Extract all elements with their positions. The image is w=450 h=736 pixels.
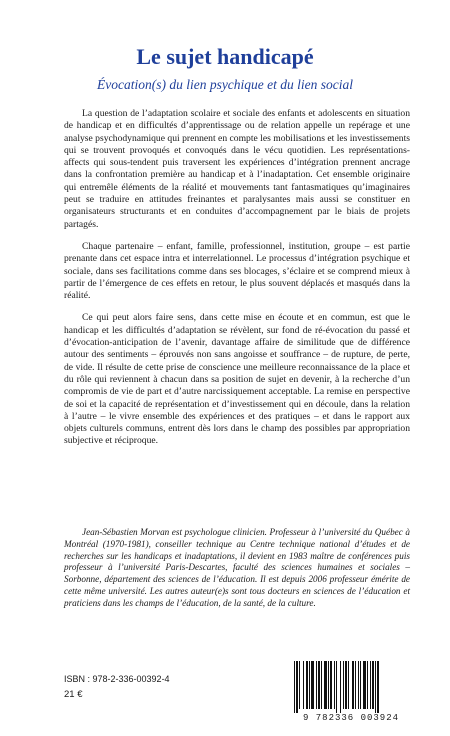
- author-bio-text: Jean-Sébastien Morvan est psychologue clinicien. Professeur à l’université du Québec à Montréal (1970-1981), conseiller technique au Centre technique national d’études et de recherches sur les handicaps et inadaptations, il devient en 1983 maître de conférences puis professeur à l’université Paris-Descartes, faculté des sciences humaines et sociales – Sorbonne, département des sciences de l’éducation. Il est depuis 2006 professeur émérite de cette même université. Les autres auteur(e)s sont tous docteurs en sciences de l’éducation et praticiens dans les champs de l’éducation, de la santé, de la culture.: [64, 527, 410, 608]
- isbn-label: ISBN : 978-2-336-00392-4: [64, 674, 170, 684]
- book-title: Le sujet handicapé: [136, 44, 314, 69]
- book-subtitle: Évocation(s) du lien psychique et du lien social: [96, 77, 354, 92]
- blurb-paragraph-1: La question de l’adaptation scolaire et sociale des enfants et adolescents en situation de handicap et en difficultés d’apprentissage ou de relation appelle un repérage et une analyse psychodynamique qui prennent en compte les mobilisations et les investissements qui se trouvent provoqués et convoqués dans le vécu quotidien. Les représentations-affects qui sous-tendent puis traversent les expériences d’intégration prennent ancrage dans la confrontation première au handicap et à l’inadaptation. Cet ensemble originaire qui entremêle éléments de la réalité et mouvements tant fantasmatiques qu’imaginaires peut se traduire en attitudes freinantes et paralysantes mais aussi se constituer en organisateurs structurants et en conduites d’accompagnement par le biais de projets partagés.: [64, 108, 410, 230]
- author-bio: [64, 527, 410, 610]
- barcode-digits: 9 782336 003924: [302, 713, 399, 723]
- blurb-paragraph-2: Chaque partenaire – enfant, famille, professionnel, institution, groupe – est partie prenante dans cet espace intra et interrelationnel. Le processus d’intégration psychique et sociale, dans ses facilitations comme dans ses blocages, s’éclaire et se comprend mieux à partir de l’émergence de ces effets en retour, le plus souvent déplacés et masqués dans la réalité.: [64, 240, 410, 302]
- blurb: [64, 108, 410, 448]
- price-label: 21 €: [64, 689, 83, 700]
- barcode-icon: [292, 661, 410, 713]
- blurb-paragraph-3: Ce qui peut alors faire sens, dans cette mise en écoute et en commun, est que le handicap et les difficultés d’adaptation se révèlent, sur fond de ré-évocation du passé et d’évocation-anticipation de l’avenir, davantage affaire de similitude que de différence autour des sentiments – éprouvés non sans angoisse et souffrance – de rupture, de perte, de vide. Il résulte de cette prise de conscience une meilleure reconnaissance de la place et du rôle qui reviennent à chacun dans sa position de sujet en devenir, à la recherche d’un compromis de vie de part et d’autre narcissiquement acceptable. La remise en perspective de soi et la capacité de représentation et d’investissement qui en découle, dans la relation à l’autre – le vivre ensemble des expériences et des pratiques – et dans le rapport aux objets culturels communs, entrent dès lors dans le champ des possibles par appropriation subjective et réciproque.: [64, 312, 410, 447]
